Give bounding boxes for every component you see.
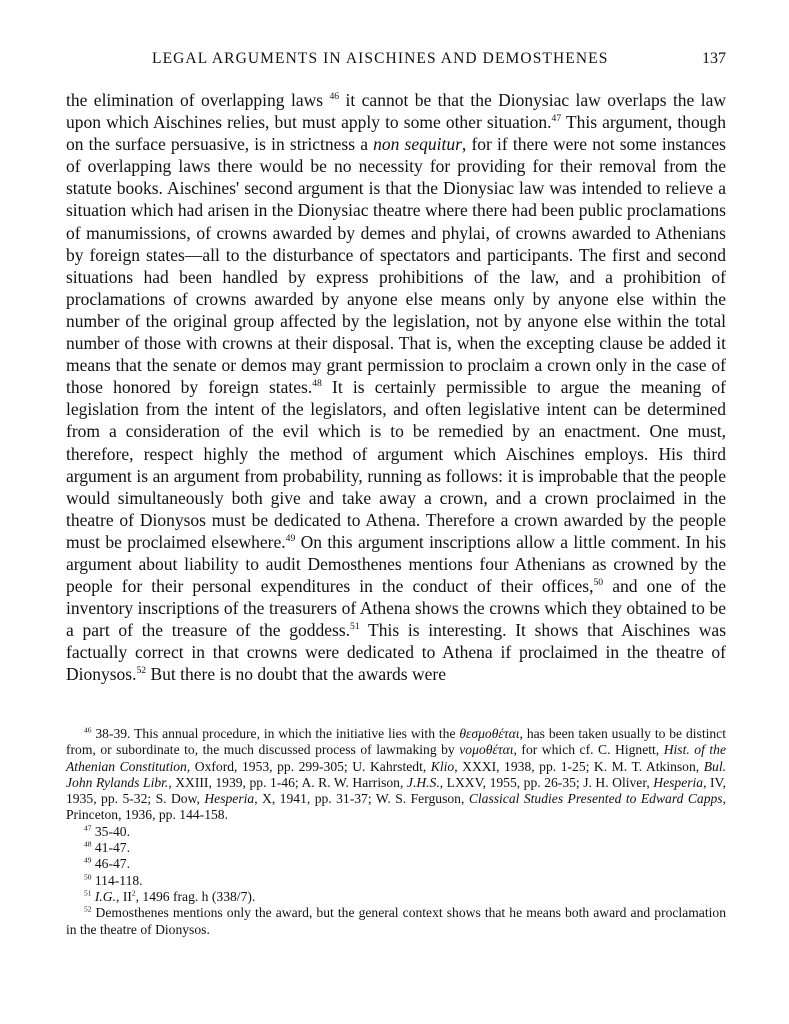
citation-title: Hesperia bbox=[204, 791, 255, 807]
footnote-number: 47 bbox=[84, 823, 92, 833]
page-number: 137 bbox=[702, 50, 726, 67]
citation-title: Klio bbox=[430, 758, 455, 774]
citation-title: J.H.S. bbox=[406, 774, 440, 790]
text-segment: This argument, though on the surface persuasive, is in strictness a bbox=[66, 112, 726, 155]
footnote-ref-49: 49 bbox=[285, 532, 296, 544]
footnote-text: , 1496 frag. h (338/7). bbox=[135, 888, 256, 904]
footnote-text: , XXIII, 1939, pp. 1-46; A. R. W. Harrison, bbox=[168, 774, 407, 790]
text-segment: It is certainly permissible to argue the meaning of legislation from the intent of the legislators, and often legislative intent can be determined from a consideration of the evil which is to be remedied by an enactment. One must, therefore, respect highly the method of argument which Aischines employs. His third argument is an argument from probability, running as follows: it is improbable that the people would simultaneously both give and take away a crown, and a crown proclaimed in the theatre of Dionysos must be dedicated to Athena. Therefore a crown awarded by the people must be proclaimed elsewhere. bbox=[66, 377, 726, 552]
footnote-ref-50: 50 bbox=[593, 576, 604, 588]
citation-title: Bul. John Rylands Libr. bbox=[66, 758, 726, 790]
footnote-49 bbox=[66, 856, 726, 872]
footnote-number: 50 bbox=[84, 872, 92, 882]
footnote-50 bbox=[66, 873, 726, 889]
footnote-text: 35-40. bbox=[91, 823, 130, 839]
greek-term: νομοθέται bbox=[459, 742, 514, 758]
citation-title: Hist. of the Athenian Constitution bbox=[66, 742, 726, 774]
footnote-48 bbox=[66, 840, 726, 856]
footnote-ref-48: 48 bbox=[312, 378, 322, 389]
footnote-number: 49 bbox=[84, 855, 92, 865]
text-segment: the elimination of overlapping laws bbox=[66, 90, 324, 110]
footnote-52 bbox=[66, 905, 726, 938]
footnote-text: , XXXI, 1938, pp. 1-25; K. M. T. Atkinson, bbox=[454, 758, 704, 774]
footnote-46 bbox=[66, 726, 726, 824]
footnote-text: , LXXV, 1955, pp. 26-35; J. H. Oliver, bbox=[439, 774, 654, 790]
footnote-text: , for which cf. C. Hignett, bbox=[513, 742, 664, 758]
latin-phrase: non sequitur bbox=[373, 134, 462, 155]
footnote-text: 46-47. bbox=[91, 856, 130, 872]
footnote-ref-52: 52 bbox=[136, 665, 147, 677]
footnote-text: 41-47. bbox=[91, 840, 130, 856]
footnote-text: , X, 1941, pp. 31-37; W. S. Ferguson, bbox=[254, 791, 469, 807]
footnote-text: 114-118. bbox=[91, 872, 143, 888]
text-segment: it cannot be that the Dionysiac law overlaps the law upon which Aischines relies, but must apply to some other situation. bbox=[66, 90, 727, 133]
text-segment: and one of the inventory inscriptions of the treasurers of Athena shows the crowns which they obtained to be a part of the treasure of the goddess. bbox=[66, 576, 726, 641]
footnote-47 bbox=[66, 824, 726, 840]
footnote-text: , Princeton, 1936, pp. 144-158. bbox=[66, 791, 726, 823]
running-title: LEGAL ARGUMENTS IN AISCHINES AND DEMOSTHENES bbox=[152, 50, 609, 67]
footnotes bbox=[66, 726, 726, 938]
footnote-text: , Oxford, 1953, pp. 299-305; U. Kahrstedt, bbox=[186, 758, 431, 774]
running-header bbox=[66, 50, 726, 72]
footnote-text: Demosthenes mentions only the award, but the general context shows that he means both award and proclamation in the theatre of Dionysos. bbox=[66, 905, 726, 937]
edition-superscript: 2 bbox=[131, 888, 136, 898]
footnote-ref-47: 47 bbox=[551, 112, 562, 124]
text-segment: This is interesting. It shows that Aischines was factually correct in that crowns were dedicated to Athena if proclaimed in the theatre of Dionysos. bbox=[66, 620, 727, 685]
footnote-ref-51: 51 bbox=[350, 621, 360, 633]
footnote-number: 46 bbox=[84, 725, 92, 735]
footnote-number: 51 bbox=[84, 888, 92, 898]
text-segment: , for if there were not some instances of overlapping laws there would be no necessity for providing for their removal from the statute books. Aischines' second argument is that the Dionysiac law was intended to relieve a situation which had arisen in the Dionysiac theatre where there had been public proclamations of manumissions, of crowns awarded by demes and phylai, of crowns awarded to Athenians by foreign states—all to the disturbance of spectators and participants. The first and second situations had been handled by express prohibitions of the law, and a prohibition of proclamations of crowns awarded by anyone else means only by anyone else within the number of the original group affected by the legislation, not by anyone else within the total number of those with crowns at their disposal. That is, when the excepting clause be added it means that the senate or demos may grant permission to proclaim a crown only in the case of those honored by foreign states. bbox=[66, 134, 726, 398]
citation-title: Classical Studies Presented to Edward Capps bbox=[468, 791, 723, 807]
text-segment: On this argument inscriptions allow a little comment. In his argument about liability to audit Demosthenes mentions four Athenians as crowned by the people for their personal expenditures in the conduct of their offices, bbox=[66, 531, 727, 597]
greek-term: θεσμοθέται bbox=[459, 726, 520, 741]
footnote-number: 52 bbox=[84, 904, 92, 914]
main-text bbox=[66, 89, 726, 686]
footnote-51 bbox=[66, 889, 726, 905]
footnote-ref-46: 46 bbox=[329, 90, 340, 102]
citation-title: I.G. bbox=[91, 888, 117, 904]
footnote-text: 38-39. This annual procedure, in which the initiative lies with the bbox=[91, 726, 460, 741]
footnote-number: 48 bbox=[84, 839, 92, 849]
citation-title: Hesperia bbox=[653, 774, 704, 790]
footnote-text: , IV, 1935, pp. 5-32; S. Dow, bbox=[66, 774, 726, 807]
text-segment: But there is no doubt that the awards were bbox=[146, 664, 446, 685]
footnote-text: , II bbox=[116, 888, 132, 904]
footnote-text: , has been taken usually to be distinct from, or subordinate to, the much discussed process of lawmaking by bbox=[66, 726, 726, 758]
